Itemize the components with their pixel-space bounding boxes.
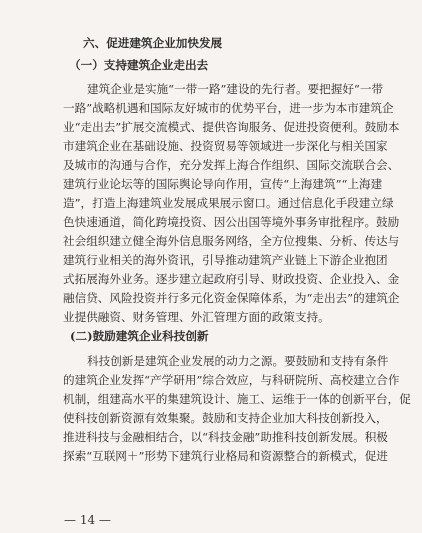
paragraph-line: 业“走出去”扩展交流模式、提供咨询服务、促进投资便利。鼓励本 — [63, 120, 400, 134]
paragraph-line: 科技创新是建筑企业发展的动力之源。要鼓励和支持有条件 — [87, 354, 389, 368]
paragraph-line: 探索“互联网＋”形势下建筑行业格局和资源整合的新模式，促进 — [63, 449, 388, 463]
paragraph-line: 建筑企业是实施“一带一路”建设的先行者。要把握好“一带 — [87, 82, 384, 96]
paragraph-line: 使科技创新资源有效集聚。鼓励和支持企业加大科技创新投入， — [63, 411, 388, 425]
paragraph-line: 业提供融资、财务管理、外汇管理方面的政策支持。 — [63, 310, 330, 324]
paragraph-line: 建筑行业相关的海外资讯，引导推动建筑产业链上下游企业抱团 — [63, 253, 388, 267]
paragraph-line: 及城市的沟通与合作，充分发挥上海合作组织、国际交流联合会、 — [63, 158, 400, 172]
subsection-heading-1: （一）支持建筑企业走出去 — [69, 58, 209, 72]
paragraph-line: 造”，打造上海建筑业发展成果展示窗口。通过信息化手段建立绿 — [63, 196, 394, 210]
page-number: — 14 — — [64, 513, 111, 527]
paragraph-line: 社会组织建立健全海外信息服务网络，全方位搜集、分析、传达与 — [63, 234, 400, 248]
paragraph-line: 色快速通道，简化跨境投资、因公出国等境外事务审批程序。鼓励 — [63, 215, 400, 229]
paragraph-line: 融信贷、风险投资并行多元化资金保障体系，为“走出去”的建筑企 — [63, 291, 400, 305]
paragraph-line: 推进科技与金融相结合，以“科技金融”助推科技创新发展。积极 — [63, 430, 388, 444]
subsection-heading-2: (二)鼓励建筑企业科技创新 — [70, 329, 209, 343]
paragraph-line: 机制，组建高水平的集建筑设计、施工、运维于一体的创新平台，促 — [63, 392, 411, 406]
paragraph-line: 建筑行业论坛等的国际舆论导向作用，宣传“上海建筑”“上海建 — [63, 177, 383, 191]
section-heading: 六、促进建筑企业加快发展 — [83, 36, 223, 50]
paragraph-line: 的建筑企业发挥“产学研用”综合效应，与科研院所、高校建立合作 — [63, 373, 400, 387]
paragraph-line: 式拓展海外业务。逐步建立起政府引导、财政投资、企业投入、金 — [63, 272, 400, 286]
paragraph-line: 一路”战略机遇和国际友好城市的优势平台，进一步为本市建筑企 — [63, 101, 394, 115]
paragraph-line: 市建筑企业在基础设施、投资贸易等领域进一步深化与相关国家 — [63, 139, 388, 153]
